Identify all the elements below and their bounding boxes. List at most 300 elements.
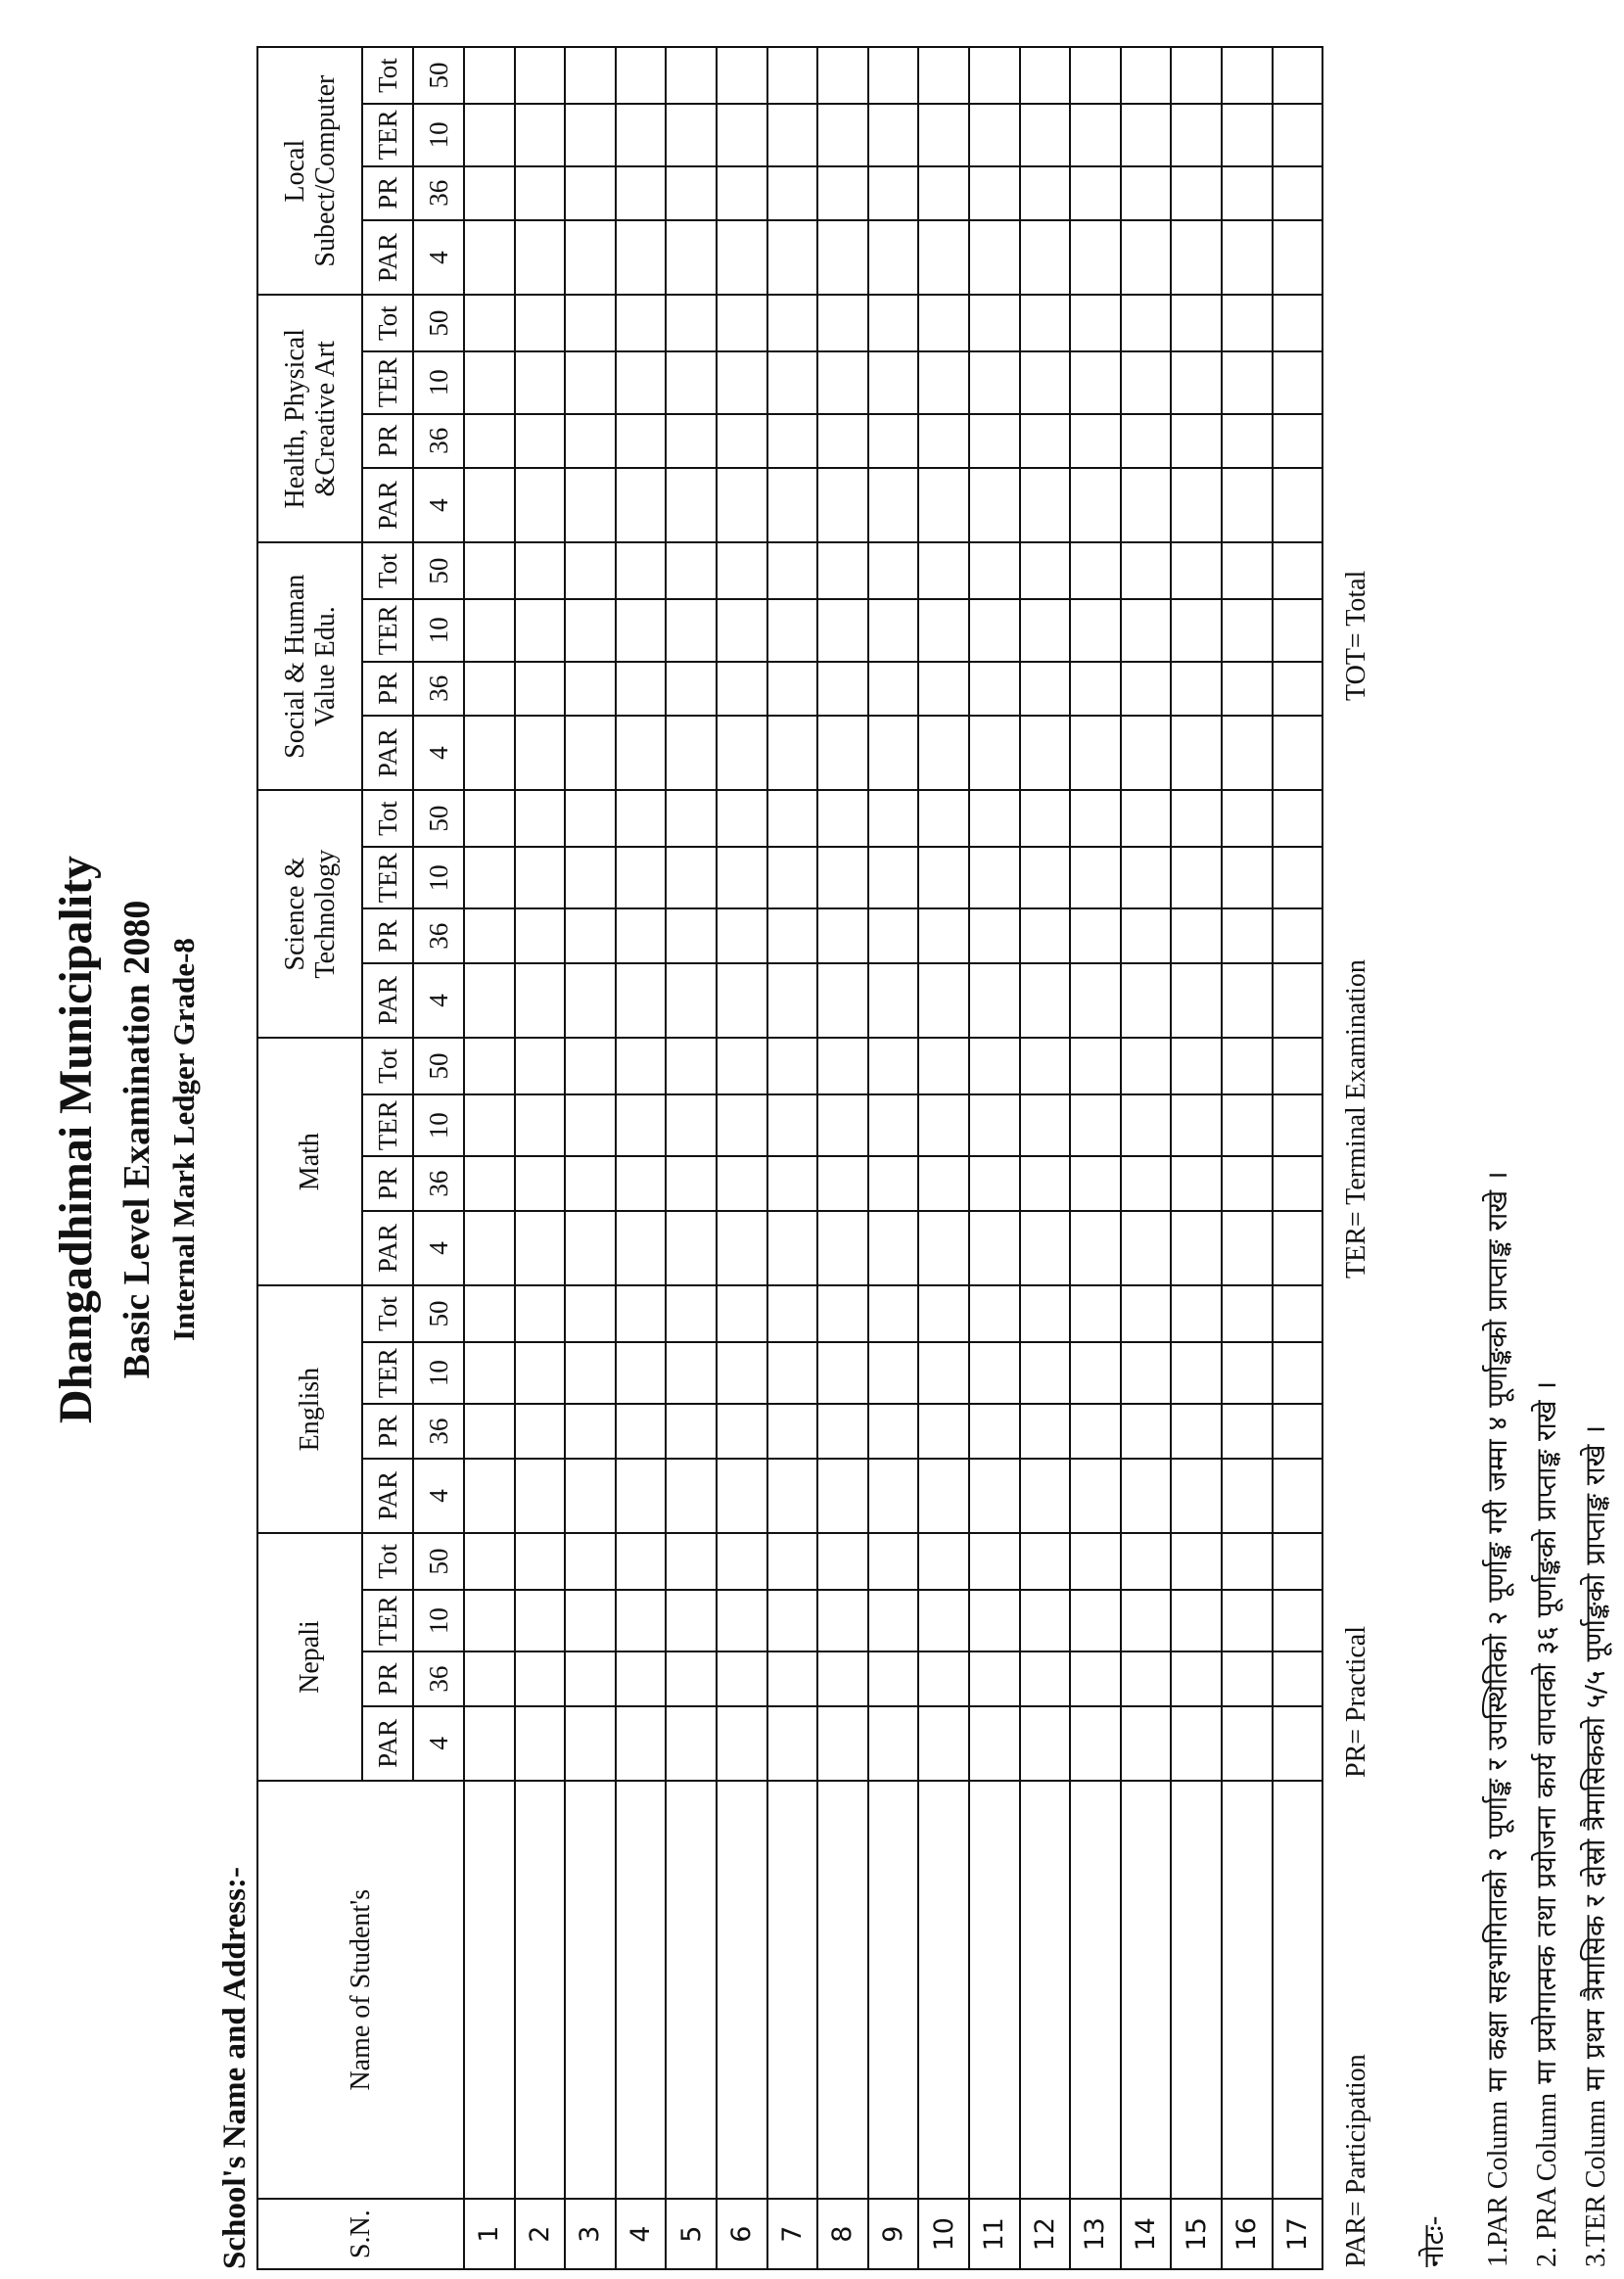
mark-cell[interactable]	[868, 166, 919, 220]
mark-cell[interactable]	[717, 542, 767, 599]
mark-cell[interactable]	[1070, 468, 1121, 542]
mark-cell[interactable]	[868, 716, 919, 790]
mark-cell[interactable]	[717, 716, 767, 790]
mark-cell[interactable]	[666, 414, 717, 468]
mark-cell[interactable]	[1070, 908, 1121, 962]
mark-cell[interactable]	[1070, 716, 1121, 790]
mark-cell[interactable]	[515, 1459, 566, 1533]
mark-cell[interactable]	[565, 468, 616, 542]
mark-cell[interactable]	[918, 1590, 969, 1652]
mark-cell[interactable]	[1070, 1342, 1121, 1405]
mark-cell[interactable]	[868, 662, 919, 716]
mark-cell[interactable]	[666, 963, 717, 1038]
mark-cell[interactable]	[616, 1533, 667, 1590]
mark-cell[interactable]	[868, 542, 919, 599]
mark-cell[interactable]	[1070, 599, 1121, 662]
mark-cell[interactable]	[565, 1706, 616, 1781]
mark-cell[interactable]	[1020, 662, 1071, 716]
mark-cell[interactable]	[565, 295, 616, 351]
mark-cell[interactable]	[817, 1285, 868, 1342]
mark-cell[interactable]	[666, 662, 717, 716]
mark-cell[interactable]	[515, 1285, 566, 1342]
mark-cell[interactable]	[969, 790, 1020, 847]
mark-cell[interactable]	[767, 963, 818, 1038]
mark-cell[interactable]	[767, 1156, 818, 1210]
mark-cell[interactable]	[817, 847, 868, 909]
mark-cell[interactable]	[565, 351, 616, 414]
mark-cell[interactable]	[666, 1706, 717, 1781]
mark-cell[interactable]	[1171, 790, 1222, 847]
mark-cell[interactable]	[1020, 1038, 1071, 1094]
mark-cell[interactable]	[464, 1342, 515, 1405]
mark-cell[interactable]	[1222, 1706, 1273, 1781]
mark-cell[interactable]	[1070, 1533, 1121, 1590]
mark-cell[interactable]	[515, 295, 566, 351]
mark-cell[interactable]	[767, 220, 818, 295]
mark-cell[interactable]	[1020, 1342, 1071, 1405]
mark-cell[interactable]	[1273, 166, 1323, 220]
mark-cell[interactable]	[616, 599, 667, 662]
mark-cell[interactable]	[1121, 599, 1172, 662]
mark-cell[interactable]	[1273, 790, 1323, 847]
mark-cell[interactable]	[1121, 295, 1172, 351]
mark-cell[interactable]	[918, 104, 969, 166]
mark-cell[interactable]	[717, 1094, 767, 1157]
mark-cell[interactable]	[868, 220, 919, 295]
mark-cell[interactable]	[1171, 414, 1222, 468]
mark-cell[interactable]	[868, 104, 919, 166]
mark-cell[interactable]	[868, 351, 919, 414]
mark-cell[interactable]	[1121, 662, 1172, 716]
mark-cell[interactable]	[1020, 847, 1071, 909]
mark-cell[interactable]	[565, 220, 616, 295]
mark-cell[interactable]	[666, 104, 717, 166]
mark-cell[interactable]	[1222, 295, 1273, 351]
mark-cell[interactable]	[817, 662, 868, 716]
mark-cell[interactable]	[515, 47, 566, 104]
mark-cell[interactable]	[1171, 104, 1222, 166]
mark-cell[interactable]	[1171, 908, 1222, 962]
mark-cell[interactable]	[1171, 1533, 1222, 1590]
mark-cell[interactable]	[1070, 662, 1121, 716]
mark-cell[interactable]	[616, 1038, 667, 1094]
mark-cell[interactable]	[767, 351, 818, 414]
mark-cell[interactable]	[717, 1459, 767, 1533]
mark-cell[interactable]	[1020, 716, 1071, 790]
mark-cell[interactable]	[717, 790, 767, 847]
mark-cell[interactable]	[1121, 908, 1172, 962]
mark-cell[interactable]	[767, 1651, 818, 1705]
mark-cell[interactable]	[1171, 1285, 1222, 1342]
mark-cell[interactable]	[717, 1651, 767, 1705]
mark-cell[interactable]	[767, 908, 818, 962]
mark-cell[interactable]	[1273, 1651, 1323, 1705]
mark-cell[interactable]	[918, 1404, 969, 1458]
mark-cell[interactable]	[1070, 47, 1121, 104]
mark-cell[interactable]	[767, 47, 818, 104]
mark-cell[interactable]	[767, 1342, 818, 1405]
mark-cell[interactable]	[1222, 1156, 1273, 1210]
mark-cell[interactable]	[565, 1651, 616, 1705]
mark-cell[interactable]	[1273, 963, 1323, 1038]
mark-cell[interactable]	[616, 220, 667, 295]
mark-cell[interactable]	[717, 220, 767, 295]
mark-cell[interactable]	[717, 468, 767, 542]
mark-cell[interactable]	[918, 662, 969, 716]
mark-cell[interactable]	[1121, 351, 1172, 414]
mark-cell[interactable]	[616, 716, 667, 790]
student-name-cell[interactable]	[817, 1781, 868, 2199]
mark-cell[interactable]	[616, 908, 667, 962]
mark-cell[interactable]	[918, 414, 969, 468]
mark-cell[interactable]	[969, 47, 1020, 104]
mark-cell[interactable]	[1020, 414, 1071, 468]
mark-cell[interactable]	[918, 1094, 969, 1157]
mark-cell[interactable]	[616, 1706, 667, 1781]
mark-cell[interactable]	[616, 1285, 667, 1342]
mark-cell[interactable]	[1222, 468, 1273, 542]
mark-cell[interactable]	[767, 1590, 818, 1652]
mark-cell[interactable]	[1020, 1533, 1071, 1590]
mark-cell[interactable]	[616, 1211, 667, 1285]
mark-cell[interactable]	[464, 1459, 515, 1533]
mark-cell[interactable]	[918, 1285, 969, 1342]
mark-cell[interactable]	[918, 963, 969, 1038]
mark-cell[interactable]	[868, 908, 919, 962]
mark-cell[interactable]	[666, 47, 717, 104]
mark-cell[interactable]	[918, 542, 969, 599]
mark-cell[interactable]	[1171, 847, 1222, 909]
mark-cell[interactable]	[1273, 716, 1323, 790]
mark-cell[interactable]	[1222, 1211, 1273, 1285]
mark-cell[interactable]	[1121, 542, 1172, 599]
mark-cell[interactable]	[1121, 1038, 1172, 1094]
mark-cell[interactable]	[1273, 468, 1323, 542]
mark-cell[interactable]	[1070, 104, 1121, 166]
mark-cell[interactable]	[969, 166, 1020, 220]
mark-cell[interactable]	[1121, 1285, 1172, 1342]
mark-cell[interactable]	[918, 47, 969, 104]
mark-cell[interactable]	[464, 1094, 515, 1157]
mark-cell[interactable]	[1121, 414, 1172, 468]
mark-cell[interactable]	[1020, 47, 1071, 104]
mark-cell[interactable]	[464, 295, 515, 351]
mark-cell[interactable]	[1121, 47, 1172, 104]
mark-cell[interactable]	[464, 351, 515, 414]
mark-cell[interactable]	[666, 1533, 717, 1590]
mark-cell[interactable]	[1171, 1404, 1222, 1458]
mark-cell[interactable]	[868, 1651, 919, 1705]
mark-cell[interactable]	[1273, 351, 1323, 414]
mark-cell[interactable]	[464, 790, 515, 847]
mark-cell[interactable]	[868, 1038, 919, 1094]
mark-cell[interactable]	[767, 1094, 818, 1157]
mark-cell[interactable]	[717, 662, 767, 716]
mark-cell[interactable]	[616, 47, 667, 104]
mark-cell[interactable]	[767, 1211, 818, 1285]
mark-cell[interactable]	[616, 1094, 667, 1157]
mark-cell[interactable]	[666, 1459, 717, 1533]
mark-cell[interactable]	[1020, 1285, 1071, 1342]
mark-cell[interactable]	[817, 47, 868, 104]
mark-cell[interactable]	[666, 1038, 717, 1094]
student-name-cell[interactable]	[1273, 1781, 1323, 2199]
mark-cell[interactable]	[464, 468, 515, 542]
mark-cell[interactable]	[868, 599, 919, 662]
mark-cell[interactable]	[464, 104, 515, 166]
mark-cell[interactable]	[1070, 1590, 1121, 1652]
mark-cell[interactable]	[1070, 351, 1121, 414]
mark-cell[interactable]	[918, 1706, 969, 1781]
student-name-cell[interactable]	[717, 1781, 767, 2199]
mark-cell[interactable]	[969, 1706, 1020, 1781]
mark-cell[interactable]	[515, 1706, 566, 1781]
mark-cell[interactable]	[1273, 1285, 1323, 1342]
mark-cell[interactable]	[515, 908, 566, 962]
mark-cell[interactable]	[817, 1590, 868, 1652]
mark-cell[interactable]	[1121, 104, 1172, 166]
mark-cell[interactable]	[515, 104, 566, 166]
mark-cell[interactable]	[767, 1533, 818, 1590]
mark-cell[interactable]	[1070, 1706, 1121, 1781]
student-name-cell[interactable]	[868, 1781, 919, 2199]
mark-cell[interactable]	[767, 414, 818, 468]
mark-cell[interactable]	[1020, 963, 1071, 1038]
mark-cell[interactable]	[868, 963, 919, 1038]
student-name-cell[interactable]	[515, 1781, 566, 2199]
mark-cell[interactable]	[918, 1651, 969, 1705]
mark-cell[interactable]	[1273, 295, 1323, 351]
mark-cell[interactable]	[616, 104, 667, 166]
mark-cell[interactable]	[969, 1533, 1020, 1590]
mark-cell[interactable]	[1070, 1156, 1121, 1210]
mark-cell[interactable]	[969, 1651, 1020, 1705]
mark-cell[interactable]	[515, 351, 566, 414]
mark-cell[interactable]	[969, 1211, 1020, 1285]
mark-cell[interactable]	[464, 542, 515, 599]
mark-cell[interactable]	[1121, 1342, 1172, 1405]
mark-cell[interactable]	[1020, 468, 1071, 542]
mark-cell[interactable]	[1222, 1285, 1273, 1342]
mark-cell[interactable]	[1222, 908, 1273, 962]
mark-cell[interactable]	[565, 1342, 616, 1405]
mark-cell[interactable]	[515, 662, 566, 716]
mark-cell[interactable]	[1171, 963, 1222, 1038]
mark-cell[interactable]	[767, 1404, 818, 1458]
mark-cell[interactable]	[666, 599, 717, 662]
student-name-cell[interactable]	[616, 1781, 667, 2199]
mark-cell[interactable]	[817, 963, 868, 1038]
mark-cell[interactable]	[817, 542, 868, 599]
mark-cell[interactable]	[868, 1156, 919, 1210]
mark-cell[interactable]	[1171, 599, 1222, 662]
mark-cell[interactable]	[1222, 1533, 1273, 1590]
mark-cell[interactable]	[1171, 1706, 1222, 1781]
mark-cell[interactable]	[918, 1156, 969, 1210]
mark-cell[interactable]	[565, 908, 616, 962]
mark-cell[interactable]	[1121, 716, 1172, 790]
mark-cell[interactable]	[717, 47, 767, 104]
student-name-cell[interactable]	[464, 1781, 515, 2199]
mark-cell[interactable]	[817, 468, 868, 542]
mark-cell[interactable]	[918, 220, 969, 295]
mark-cell[interactable]	[817, 220, 868, 295]
mark-cell[interactable]	[969, 963, 1020, 1038]
mark-cell[interactable]	[918, 351, 969, 414]
mark-cell[interactable]	[969, 414, 1020, 468]
mark-cell[interactable]	[1273, 1404, 1323, 1458]
mark-cell[interactable]	[1070, 542, 1121, 599]
mark-cell[interactable]	[1273, 1156, 1323, 1210]
mark-cell[interactable]	[666, 1094, 717, 1157]
mark-cell[interactable]	[918, 1533, 969, 1590]
mark-cell[interactable]	[1171, 351, 1222, 414]
mark-cell[interactable]	[515, 414, 566, 468]
mark-cell[interactable]	[918, 1211, 969, 1285]
mark-cell[interactable]	[817, 295, 868, 351]
mark-cell[interactable]	[1171, 716, 1222, 790]
mark-cell[interactable]	[666, 790, 717, 847]
student-name-cell[interactable]	[918, 1781, 969, 2199]
mark-cell[interactable]	[515, 220, 566, 295]
mark-cell[interactable]	[1020, 790, 1071, 847]
mark-cell[interactable]	[817, 1459, 868, 1533]
mark-cell[interactable]	[1222, 1342, 1273, 1405]
mark-cell[interactable]	[1222, 1590, 1273, 1652]
mark-cell[interactable]	[1273, 1533, 1323, 1590]
mark-cell[interactable]	[918, 847, 969, 909]
mark-cell[interactable]	[464, 716, 515, 790]
mark-cell[interactable]	[666, 166, 717, 220]
mark-cell[interactable]	[1171, 468, 1222, 542]
mark-cell[interactable]	[969, 1342, 1020, 1405]
mark-cell[interactable]	[1070, 1404, 1121, 1458]
mark-cell[interactable]	[1070, 963, 1121, 1038]
mark-cell[interactable]	[717, 166, 767, 220]
mark-cell[interactable]	[616, 1590, 667, 1652]
mark-cell[interactable]	[616, 1651, 667, 1705]
mark-cell[interactable]	[464, 1211, 515, 1285]
mark-cell[interactable]	[1020, 1404, 1071, 1458]
mark-cell[interactable]	[1070, 166, 1121, 220]
mark-cell[interactable]	[464, 1590, 515, 1652]
mark-cell[interactable]	[717, 1533, 767, 1590]
mark-cell[interactable]	[868, 1533, 919, 1590]
mark-cell[interactable]	[868, 1706, 919, 1781]
mark-cell[interactable]	[817, 1038, 868, 1094]
mark-cell[interactable]	[1171, 1038, 1222, 1094]
mark-cell[interactable]	[565, 1590, 616, 1652]
mark-cell[interactable]	[1020, 1211, 1071, 1285]
mark-cell[interactable]	[1222, 790, 1273, 847]
mark-cell[interactable]	[616, 414, 667, 468]
mark-cell[interactable]	[1171, 1651, 1222, 1705]
mark-cell[interactable]	[817, 1156, 868, 1210]
mark-cell[interactable]	[1020, 1706, 1071, 1781]
mark-cell[interactable]	[1020, 908, 1071, 962]
mark-cell[interactable]	[666, 1590, 717, 1652]
mark-cell[interactable]	[817, 1211, 868, 1285]
mark-cell[interactable]	[464, 1404, 515, 1458]
mark-cell[interactable]	[565, 1459, 616, 1533]
mark-cell[interactable]	[868, 1211, 919, 1285]
mark-cell[interactable]	[1222, 1651, 1273, 1705]
mark-cell[interactable]	[515, 963, 566, 1038]
mark-cell[interactable]	[717, 104, 767, 166]
mark-cell[interactable]	[717, 599, 767, 662]
mark-cell[interactable]	[666, 1285, 717, 1342]
mark-cell[interactable]	[464, 47, 515, 104]
mark-cell[interactable]	[1222, 220, 1273, 295]
mark-cell[interactable]	[464, 1156, 515, 1210]
mark-cell[interactable]	[1222, 716, 1273, 790]
mark-cell[interactable]	[918, 295, 969, 351]
mark-cell[interactable]	[1273, 1211, 1323, 1285]
mark-cell[interactable]	[464, 1533, 515, 1590]
mark-cell[interactable]	[1222, 414, 1273, 468]
student-name-cell[interactable]	[1020, 1781, 1071, 2199]
mark-cell[interactable]	[767, 662, 818, 716]
mark-cell[interactable]	[565, 790, 616, 847]
mark-cell[interactable]	[515, 1342, 566, 1405]
mark-cell[interactable]	[565, 414, 616, 468]
mark-cell[interactable]	[1273, 1342, 1323, 1405]
mark-cell[interactable]	[1121, 1651, 1172, 1705]
mark-cell[interactable]	[1273, 1459, 1323, 1533]
mark-cell[interactable]	[666, 295, 717, 351]
mark-cell[interactable]	[1070, 414, 1121, 468]
mark-cell[interactable]	[565, 847, 616, 909]
mark-cell[interactable]	[616, 295, 667, 351]
mark-cell[interactable]	[969, 847, 1020, 909]
mark-cell[interactable]	[565, 542, 616, 599]
student-name-cell[interactable]	[767, 1781, 818, 2199]
mark-cell[interactable]	[464, 414, 515, 468]
mark-cell[interactable]	[1222, 662, 1273, 716]
mark-cell[interactable]	[515, 542, 566, 599]
mark-cell[interactable]	[616, 1459, 667, 1533]
mark-cell[interactable]	[1020, 1590, 1071, 1652]
mark-cell[interactable]	[1273, 104, 1323, 166]
mark-cell[interactable]	[868, 295, 919, 351]
mark-cell[interactable]	[464, 1651, 515, 1705]
mark-cell[interactable]	[1020, 542, 1071, 599]
mark-cell[interactable]	[565, 1094, 616, 1157]
mark-cell[interactable]	[767, 847, 818, 909]
mark-cell[interactable]	[918, 908, 969, 962]
mark-cell[interactable]	[1121, 1156, 1172, 1210]
mark-cell[interactable]	[1070, 1459, 1121, 1533]
mark-cell[interactable]	[817, 166, 868, 220]
mark-cell[interactable]	[969, 1094, 1020, 1157]
mark-cell[interactable]	[918, 166, 969, 220]
mark-cell[interactable]	[565, 1211, 616, 1285]
mark-cell[interactable]	[464, 847, 515, 909]
mark-cell[interactable]	[464, 1038, 515, 1094]
mark-cell[interactable]	[515, 1156, 566, 1210]
mark-cell[interactable]	[1171, 542, 1222, 599]
mark-cell[interactable]	[1222, 599, 1273, 662]
mark-cell[interactable]	[969, 295, 1020, 351]
mark-cell[interactable]	[969, 1404, 1020, 1458]
mark-cell[interactable]	[918, 1342, 969, 1405]
mark-cell[interactable]	[717, 295, 767, 351]
mark-cell[interactable]	[1121, 1706, 1172, 1781]
mark-cell[interactable]	[817, 414, 868, 468]
mark-cell[interactable]	[767, 1706, 818, 1781]
mark-cell[interactable]	[1020, 599, 1071, 662]
mark-cell[interactable]	[1070, 1651, 1121, 1705]
